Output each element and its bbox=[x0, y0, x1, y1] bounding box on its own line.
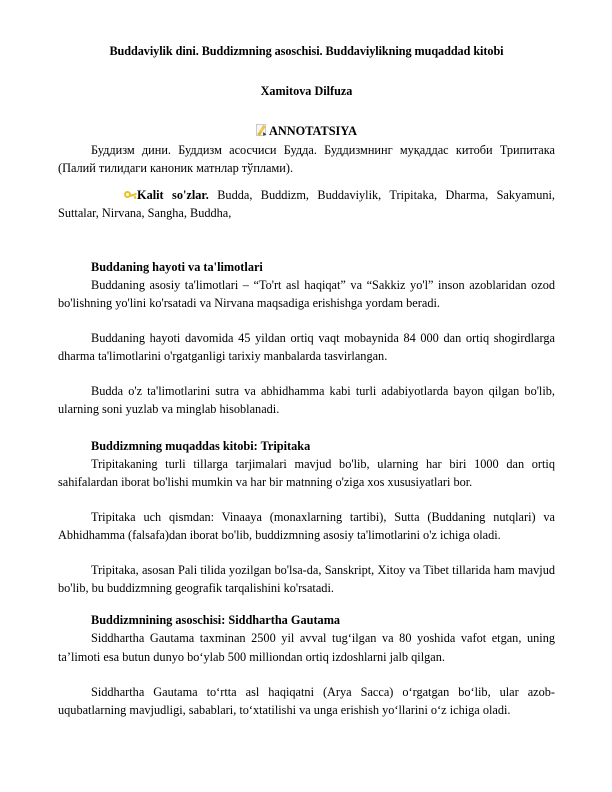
section-heading-siddhartha: Buddizmnining asoschisi: Siddhartha Gautama bbox=[91, 613, 341, 628]
keywords-paragraph bbox=[58, 177, 555, 222]
paragraph-buddha-lifetime: Buddaning hayoti davomida 45 yildan ortiq vaqt mobaynida 84 000 dan ortiq shogirdlarga dharma ta'limotlarini o'rgatganligi tarixiy manbalarda tasvirlangan. bbox=[58, 330, 555, 363]
key-icon bbox=[124, 189, 137, 200]
keywords-label: Kalit so'zlar. bbox=[137, 188, 209, 203]
paragraph-tripitaka-parts: Tripitaka uch qismdan: Vinaaya (monaxlarning tartibi), Sutta (Buddaning nutqlari) va Abhidhamma (falsafa)dan iborat bo'lib, buddizmning asosiy ta'limotlarini o'z ichiga oladi. bbox=[58, 510, 555, 543]
section-heading-buddha-life: Buddaning hayoti va ta'limotlari bbox=[91, 259, 263, 274]
paragraph-siddhartha-life: Siddhartha Gautama taxminan 2500 yil avval tug‘ilgan va 80 yoshida vafot etgan, uning ta’limoti esa butun dunyo bo‘ylab 500 milliondan ortiq izdoshlarni jalb qilgan. bbox=[58, 631, 555, 664]
section-heading-tripitaka: Buddizmning muqaddas kitobi: Tripitaka bbox=[91, 438, 311, 453]
paragraph-buddha-literature: Budda o'z ta'limotlarini sutra va abhidhamma kabi turli adabiyotlarda bayon qilgan bo'lib, ularning soni yuzlab va minglab hisoblanadi. bbox=[58, 383, 555, 416]
paragraph-siddhartha-four-truths: Siddhartha Gautama to‘rtta asl haqiqatni (Arya Sacca) o‘rgatgan bo‘lib, ular azob-uqubatlarning mavjudligi, sabablari, to‘xtatilishi va unga erishish yo‘llarini o‘z ichiga oladi. bbox=[58, 684, 555, 717]
paragraph-buddha-teachings: Buddaning asosiy ta'limotlari – “To'rt asl haqiqat” va “Sakkiz yo'l” inson azoblaridan ozod bo'lishning yo'lini ko'rsatadi va Nirvana maqsadiga erishishga yordam beradi. bbox=[58, 277, 555, 310]
annotation-text: Буддизм дини. Буддизм асосчиси Будда. Буддизмнинг муқаддас китоби Трипитака (Палий тилидаги каноник матнлар тўплами). bbox=[58, 143, 555, 176]
paragraph-tripitaka-languages: Tripitaka, asosan Pali tilida yozilgan bo'lsa-da, Sanskript, Xitoy va Tibet tillarida ham mavjud bo'lib, bu buddizmning geografik tarqalishini ko'rsatadi. bbox=[58, 563, 555, 596]
page-title: Buddaviylik dini. Buddizmning asoschisi. Buddaviylikning muqaddad kitobi bbox=[109, 44, 504, 58]
annotation-heading bbox=[58, 100, 555, 139]
memo-icon bbox=[256, 124, 269, 137]
author-name: Xamitova Dilfuza bbox=[260, 84, 353, 99]
keywords-list: Budda, Buddizm, Buddaviylik, Tripitaka, Dharma, Sakyamuni, Suttalar, Nirvana, Sangha, Buddha, bbox=[58, 188, 556, 221]
annotation-heading-label: ANNOTATSIYA bbox=[269, 123, 357, 138]
paragraph-tripitaka-translations: Tripitakaning turli tillarga tarjimalari mavjud bo'lib, ularning har biri 1000 dan ortiq sahifalardan iborat bo'lishi mumkin va har bir matnning o'ziga xos xususiyatlari bor. bbox=[58, 457, 555, 490]
